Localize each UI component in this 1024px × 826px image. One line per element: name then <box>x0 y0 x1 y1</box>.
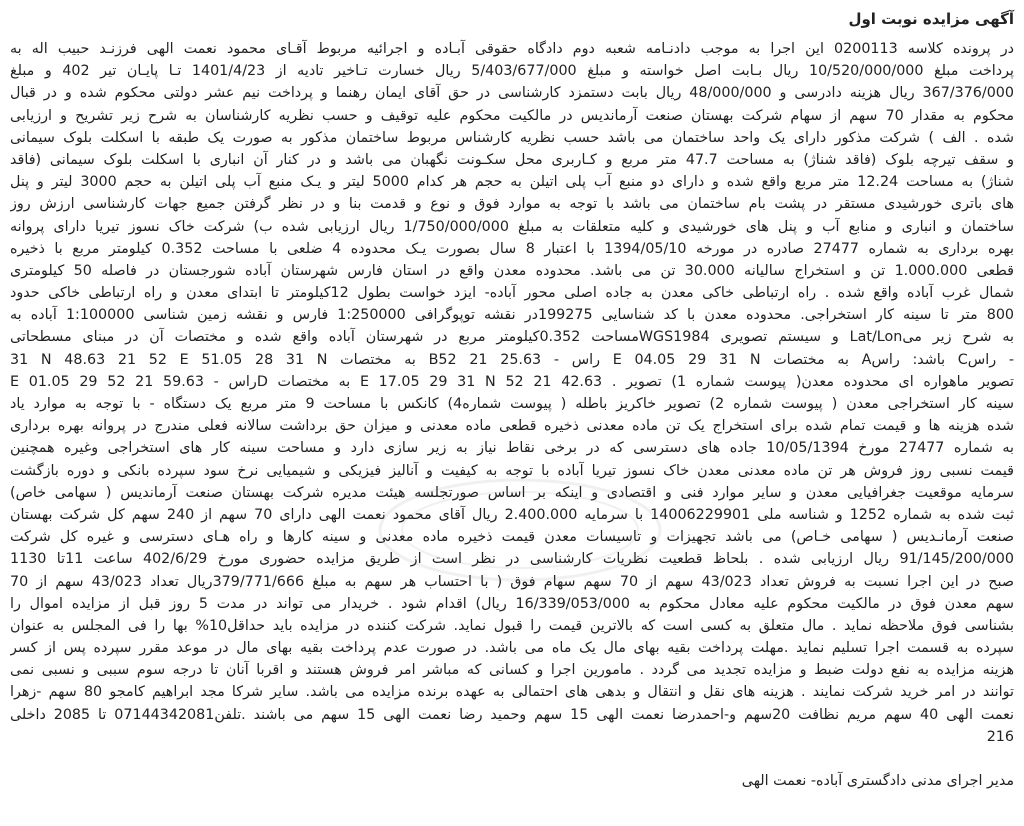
notice-line: سینه کار استخراجی معدن ( پیوست شماره 2) تصویر خاکریز باطله ( پیوست شماره4) کانکس با مساحت 9 متر مربع یک دستگاه - با توجه به موارد یاد <box>10 396 1014 412</box>
notice-line: سرمایه موقعیت جغرافیایی معدن و سایر موارد فنی و اقتصادی و اینکه بر اساس صورتجلسه هیئت مدیره شرکت بهستان صنعت آرماندیس ( سهامی خاص) <box>10 484 1014 501</box>
notice-title: آگهی مزایده نوبت اول <box>848 10 1014 28</box>
notice-line: در پرونده کلاسه 0200113 این اجرا به موجب دادنـامه شعبه دوم دادگاه حقوقی آبـاده و اجرائیه مربوط آقـای محمود نعمت الهی فرزنـد حبیب اله به <box>10 41 1014 57</box>
notice-line: بهره برداری به شماره 27477 صادره در مورخه 1394/05/10 با اعتبار 8 سال بصورت یـک محدوده 4 ضلعی با مساحت 0.352 کیلومتر مربع با ذخیره <box>10 240 1014 257</box>
notice-line: ساختمان و انباری و منابع آب و پنل های خورشیدی و کلیه متعلقات به مبلغ 1/750/000/000 ریال ارزیابی شده ب) شرکت خاک نسوز تیریا دارای پروانه <box>10 218 1014 235</box>
notice-line: محکوم به مقدار 70 سهم از سهام شرکت بهستان صنعت آرماندیس در مالکیت محکوم علیه توقیف و حسب نظریه کارشناسان به شرح زیر تشریح و ارزیابی <box>10 107 1014 124</box>
notice-line: شمال غرب آباده واقع شده . راه ارتباطی خاکی معدن به جاده اصلی محور آباده- ایزد خواست بطول 12کیلومتر تا ابتدای معدن و راه ارتباطی خاکی حدود <box>10 285 1014 302</box>
notice-line: سهم معدن فوق در مالکیت محکوم علیه معادل محکوم به 16/339/053/000 ریال) اقدام شود . خریدار می تواند در مدت 5 روز قبل از مزایده اموال را <box>10 595 1014 612</box>
notice-line: بشناسی فوق ملاحظه نماید . مال متعلق به کسی است که بالاترین قیمت را قبول نماید. شرکت کننده در مزایده باید حداقل10% بها را فی المجلس به عنوان <box>10 617 1014 634</box>
notice-line: به شرح زیر میLat/Lon و سیستم تصویری WGS1984مساحت 0.352کیلومتر مربع در شهرستان آباده واقع شده و مختصات آن در مبنای مسطحاتی <box>10 329 1014 346</box>
notice-line: صنعت آرمانـدیس ( سهامی خـاص) می باشد تجهیزات و تاسیسات معدن قیمت ذخیره ماده معدنی و سینه کارها و راه هـای دسترسی و غیره کل شرکت <box>10 529 1014 546</box>
notice-line: تصویر ماهواره ای محدوده معدن( پیوست شماره 1) تصویر . 42.63 21 52 E 17.05 29 31 N به مختصات Dراس - 59.63 21 52 E 01.05 29 <box>10 373 1014 390</box>
notice-line: نعمت الهی 40 سهم مریم نظافت 20سهم و-احمدرضا نعمت الهی 15 سهم وحمید رضا نعمت الهی 15 سهم می باشند .تلفن07144342081 تا 2085 داخلی <box>10 706 1014 723</box>
notice-line: ثبت شده به شماره 1252 و شناسه ملی 14006229901 با سرمایه 2.400.000 ریال آقای محمود نعمت الهی دارای 70 سهم از 240 سهم کل شرکت بهستان <box>10 506 1014 523</box>
notice-line: 367/376/000 ریال هزینه دادرسی و 48/000/000 ریال بابت دستمزد کارشناسی در حق آقای ایمان رهنما و پرداخت نیم عشر دولتی محکوم شده و در قبال <box>10 85 1014 102</box>
notice-line: به شماره 27477 مورخ 10/05/1394 جاده های دسترسی که در برخی نقاط نیاز به زیر سازی دارد و مساحت سینه کار های استخراجی وغیره همچنین <box>10 440 1014 457</box>
notice-line: شناژ) به مساحت 12.24 متر مربع واقع شده و دارای دو منبع آب پلی اتیلن به حجم هر کدام 5000 لیتر و یـک منبع آب پلی اتیلن به حجم 3000 لیتر و پنل <box>10 174 1014 191</box>
notice-line: سپرده به قسمت اجرا تسلیم نماید .مهلت پرداخت بقیه بهای مال یک ماه می باشد. در صورت عدم پرداخت بقیه بهای مال در موعد مقرر سپرده پس از کسر <box>10 640 1014 657</box>
notice-line-last: 216 <box>986 728 1014 745</box>
notice-line: های باتری خورشیدی مستقر در پشت بام ساختمان می باشد با توجه به موارد فوق و نوع و قدمت بنا و در نظر گرفتن جمیع جهات کارشناسی ارزش روز <box>10 196 1014 213</box>
notice-line: توانند در امر خرید شرکت نمایند . هزینه های نقل و انتقال و بدهی های احتمالی به عهده برنده مزایده می باشد. سایر شرکا مجد ابراهیم کامجو 80 سهم -زهرا <box>10 684 1014 701</box>
notice-line: قیمت نسبی روز فروش هر تن ماده معدنی معدن خاک نسوز تیریا آباده با توجه به کیفیت و آنالیز فیزیکی و شیمیایی نرخ سود سپرده بانکی و دوره بازگشت <box>10 462 1014 479</box>
notice-line: صبح در این اجرا نسبت به فروش تعداد 43/023 سهم از 70 سهم سهام فوق ( با احتساب هر سهم به مبلغ 379/771/666ریال تعداد 43/023 سهم از 70 <box>10 573 1014 590</box>
notice-line: 31 N 48.63 21 52 E 51.05 28 31 N به مختصات Bراس - 25.63 21 52 E 04.05 29 31 N به مختصات Aباشد: راس Cراس - <box>10 351 1014 368</box>
notice-line: شده هزینه ها و قیمت تمام شده برای استخراج یک تن ماده معدنی ذخیره قطعی ماده معدنی و میزان حق برداشت سالانه فعلی مندرج در پروانه بهره برداری <box>10 418 1014 435</box>
notice-line: 91/145/200/000 ریال ارزیابی شده . بلحاظ قطعیت نظریات کارشناسی در نظر است از طریق مزایده حضوری مورخ 402/6/29 ساعت 11تا 1130 <box>10 551 1014 568</box>
notice-line: قطعی 1.000.000 تن و استخراج سالیانه 30.000 تن می باشد. محدوده معدن واقع در استان فارس شهرستان آباده شورجستان در فاصله 50 کیلومتری <box>10 262 1014 279</box>
notice-signature: مدیر اجرای مدنی دادگستری آباده- نعمت الهی <box>741 773 1014 789</box>
notice-line: شده . الف ) شرکت مذکور دارای یک واحد ساختمان می باشد حسب نظریه کارشناس مربوط ساختمان مذکور به صورت یک طبقه با اسکلت بلوک سیمانی <box>10 129 1014 146</box>
notice-body <box>10 38 1014 748</box>
notice-line: 800 متر تا سینه کار استخراجی. محدوده معدن با کد شناسایی 199275در نقشه توپوگرافی 1:250000 فارس و نقشه زمین شناسی 1:100000 آباده به <box>10 307 1014 324</box>
notice-line: پرداخت مبلغ 10/520/000/000 ریال بـابت اصل خواسته و مبلغ 5/403/677/000 ریال خسارت تـاخیر تادیه از 1401/4/23 تـا پایـان تیر 402 و مبلغ <box>10 63 1014 80</box>
notice-line: هزینه مزایده به نفع دولت ضبط و مزایده تجدید می گردد . مامورین اجرا و کسانی که مباشر امر فروش هستند و اقربا آنان تا درجه سوم سببی و نسبی نمی <box>10 662 1014 679</box>
notice-line: و سقف تیرچه بلوک (فاقد شناژ) به مساحت 47.7 متر مربع و کـاربری محل سکـونت نگهبان می باشد و در کنار آن انباری با اسکلت بلوک سیمانی (فاقد <box>10 151 1014 168</box>
